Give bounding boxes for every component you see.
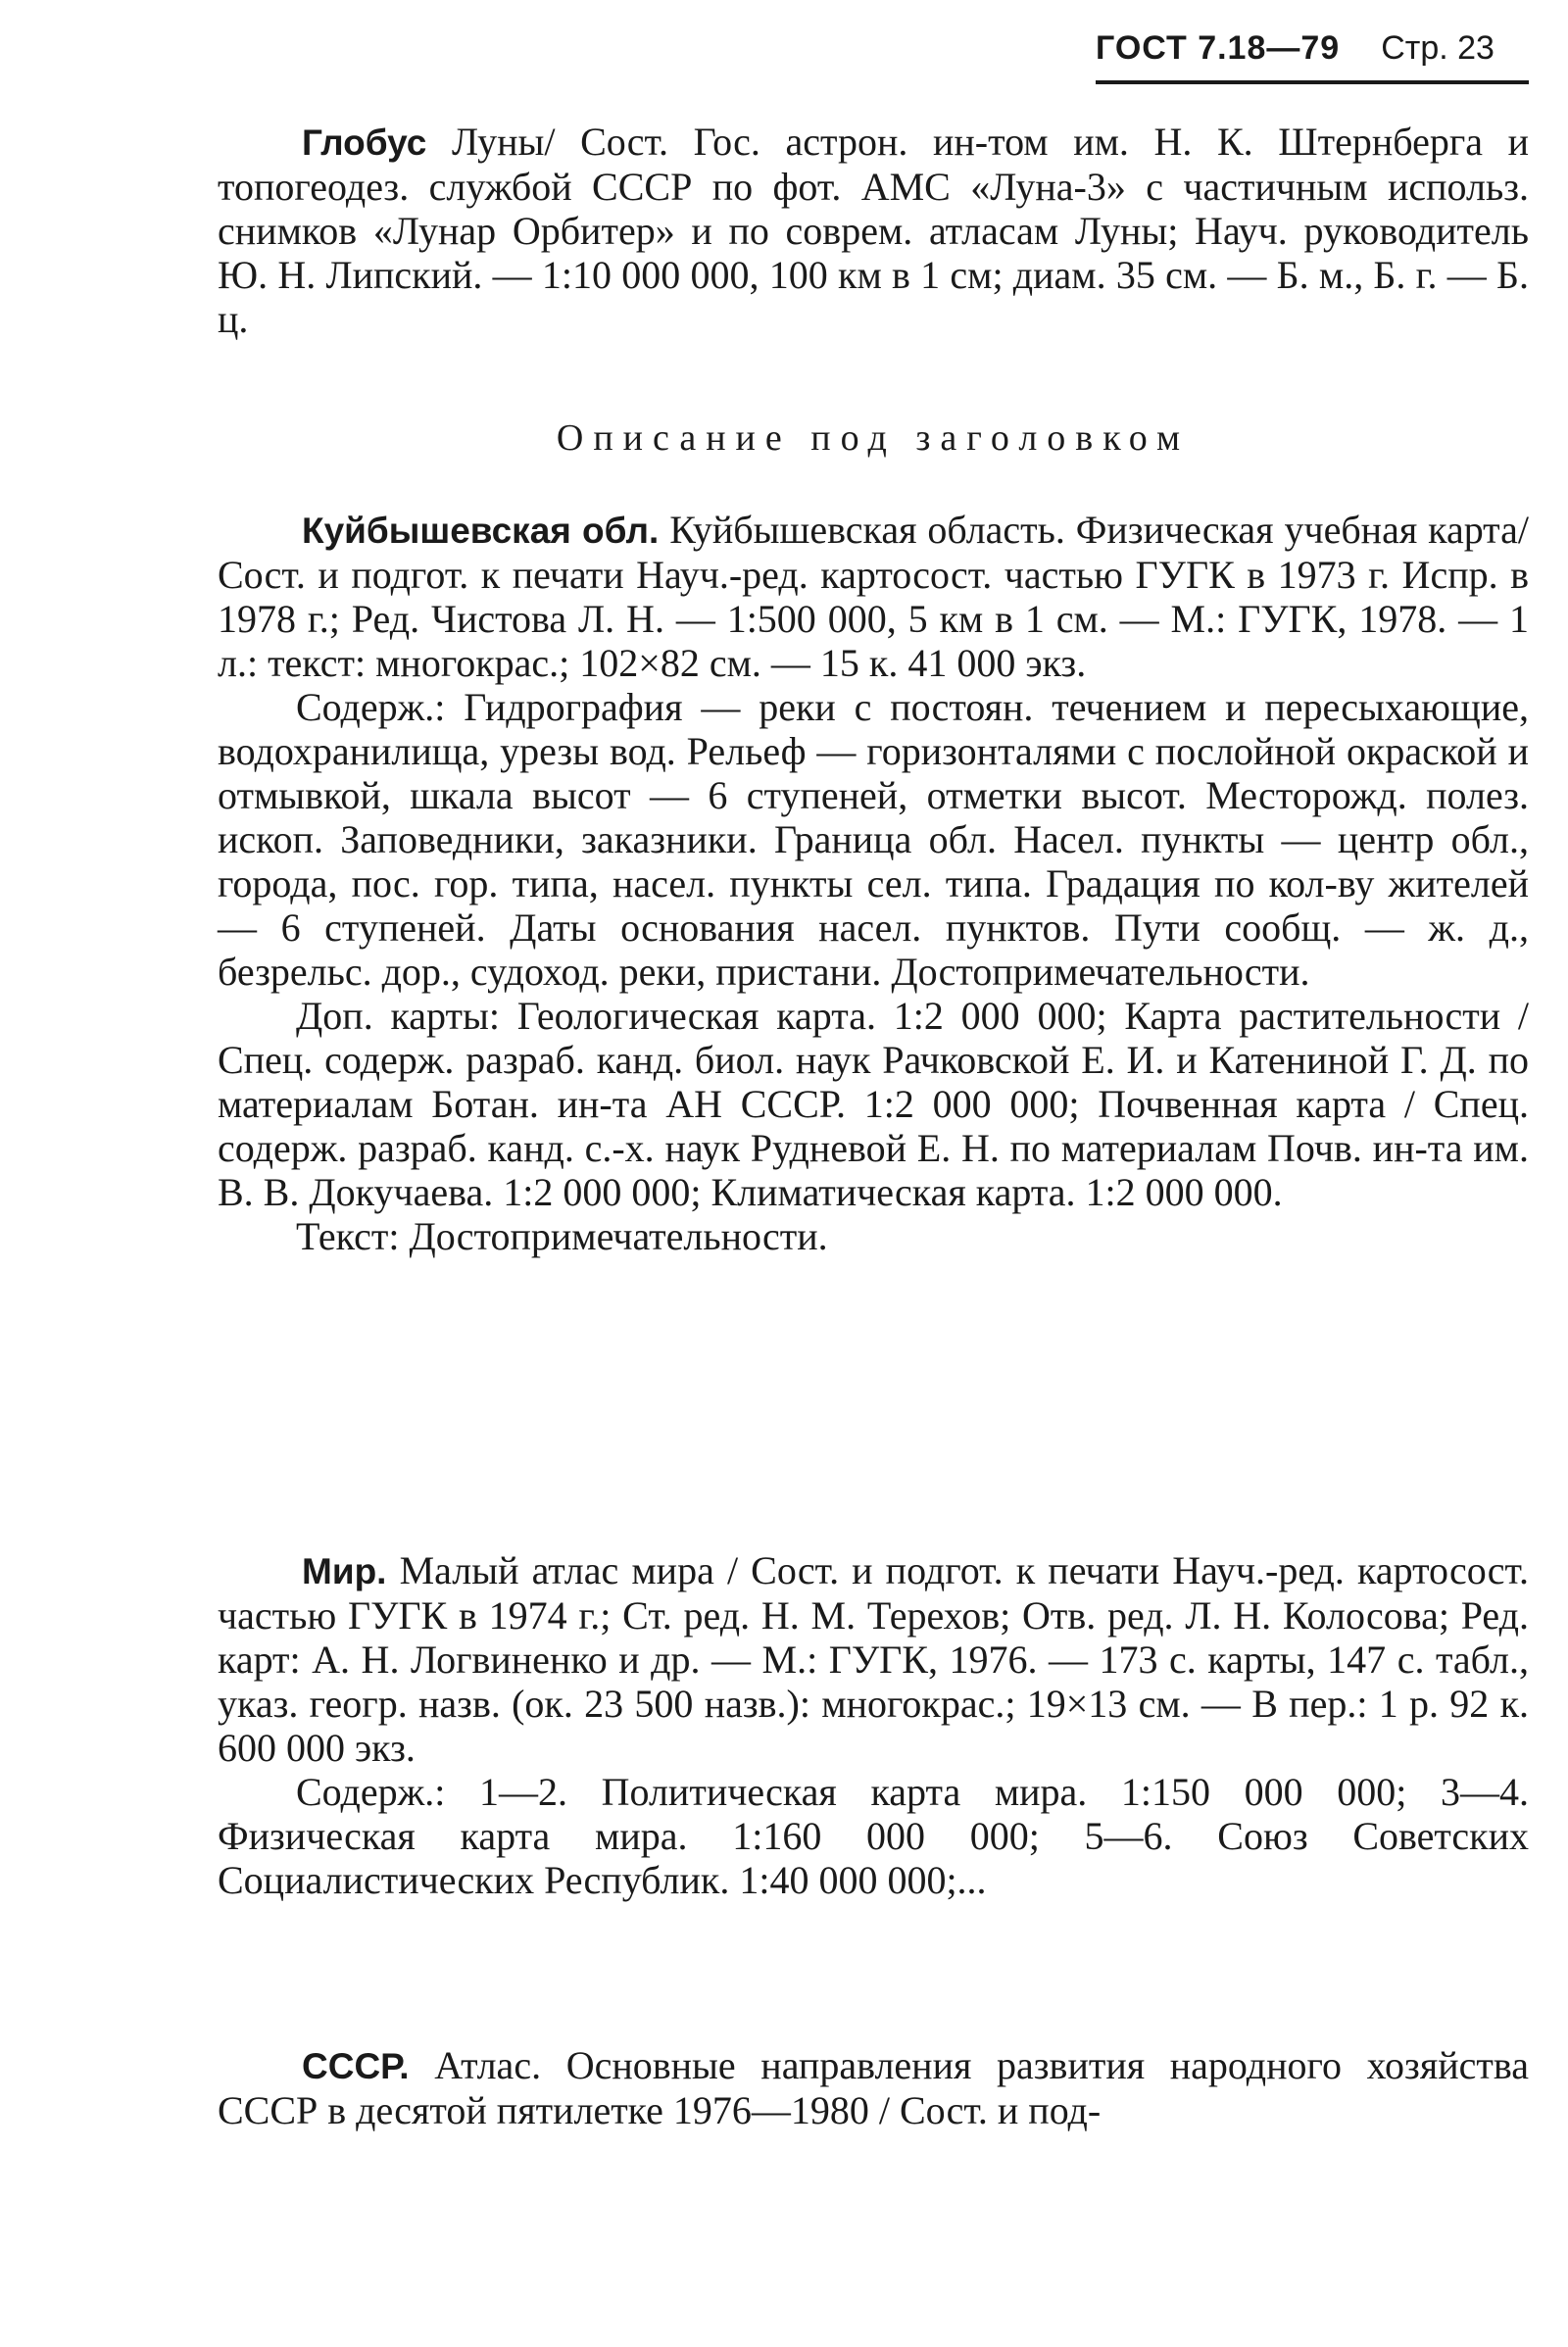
page-header [1096, 29, 1529, 86]
kuibyshev-entry [218, 508, 1529, 1258]
globe-entry-text: Луны/ Сост. Гос. астрон. ин-том им. Н. К. Штернберга и топогеодез. службой СССР по фот. АМС «Луна-3» с частичным использ. снимков «Лунар Орбитер» и по соврем. атласам Луны; Науч. руководитель Ю. Н. Липский. — 1:10 000 000, 100 км в 1 см; диам. 35 см. — Б. м., Б. г. — Б. ц. [218, 120, 1529, 341]
globe-entry-paragraph [218, 120, 1529, 341]
sssr-entry [218, 2043, 1529, 2132]
kuibyshev-text-note: Текст: Достопримечательности. [296, 1214, 828, 1258]
kuibyshev-entry-paragraph [218, 508, 1529, 685]
mir-entry [218, 1548, 1529, 1902]
header-rule [1096, 80, 1529, 84]
kuibyshev-additional-maps: Доп. карты: Геологическая карта. 1:2 000 000; Карта растительности / Спец. содерж. разраб. канд. биол. наук Рачковской Е. И. и Катениной Г. Д. по материалам Ботан. ин-та АН СССР. 1:2 000 000; Почвенная карта / Спец. содерж. разраб. канд. с.-х. наук Рудневой Е. Н. по материалам Почв. ин-та им. В. В. Докучаева. 1:2 000 000; Климатическая карта. 1:2 000 000. [218, 994, 1529, 1214]
globe-entry-heading: Глобус [302, 122, 427, 163]
page-number: Стр. 23 [1381, 29, 1494, 67]
kuibyshev-entry-heading: Куйбышевская обл. [302, 511, 660, 551]
section-heading: Описание под заголовком [556, 417, 1191, 459]
sssr-entry-paragraph [218, 2043, 1529, 2132]
kuibyshev-contents: Содерж.: Гидрография — реки с постоян. течением и пересыхающие, водохранилища, урезы вод. Рельеф — горизонталями с послойной окраской и отмывкой, шкала высот — 6 ступеней, отметки высот. Месторожд. полез. ископ. Заповедники, заказники. Граница обл. Насел. пункты — центр обл., города, пос. гор. типа, насел. пункты сел. типа. Градация по кол-ву жителей — 6 ступеней. Даты основания насел. пунктов. Пути сообщ. — ж. д., безрельс. дор., судоход. реки, пристани. Достопримечательности. [218, 685, 1529, 994]
mir-entry-heading: Мир. [302, 1551, 387, 1591]
mir-contents: Содерж.: 1—2. Политическая карта мира. 1:150 000 000; 3—4. Физическая карта мира. 1:160 000 000; 5—6. Союз Советских Социалистических Республик. 1:40 000 000;... [218, 1770, 1529, 1902]
sssr-entry-text: Атлас. Основные направления развития народного хозяйства СССР в десятой пятилетке 1976—1980 / Сост. и под- [218, 2043, 1530, 2132]
globe-entry [218, 120, 1529, 341]
standard-number: ГОСТ 7.18—79 [1096, 29, 1341, 67]
sssr-entry-heading: СССР. [302, 2046, 410, 2086]
mir-entry-paragraph [218, 1548, 1529, 1770]
kuibyshev-entry-text: Куйбышевская область. Физическая учебная карта/ Сост. и подгот. к печати Науч.-ред. картосост. частью ГУГК в 1973 г. Испр. в 1978 г.; Ред. Чистова Л. Н. — 1:500 000, 5 км в 1 см. — М.: ГУГК, 1978. — 1 л.: текст: многокрас.; 102×82 см. — 15 к. 41 000 экз. [218, 508, 1529, 685]
mir-entry-text: Малый атлас мира / Сост. и подгот. к печати Науч.-ред. картосост. частью ГУГК в 1974 г.; Ст. ред. Н. М. Терехов; Отв. ред. Л. Н. Колосова; Ред. карт: А. Н. Логвиненко и др. — М.: ГУГК, 1976. — 173 с. карты, 147 с. табл., указ. геогр. назв. (ок. 23 500 назв.): многокрас.; 19×13 см. — В пер.: 1 р. 92 к. 600 000 экз. [218, 1548, 1529, 1770]
